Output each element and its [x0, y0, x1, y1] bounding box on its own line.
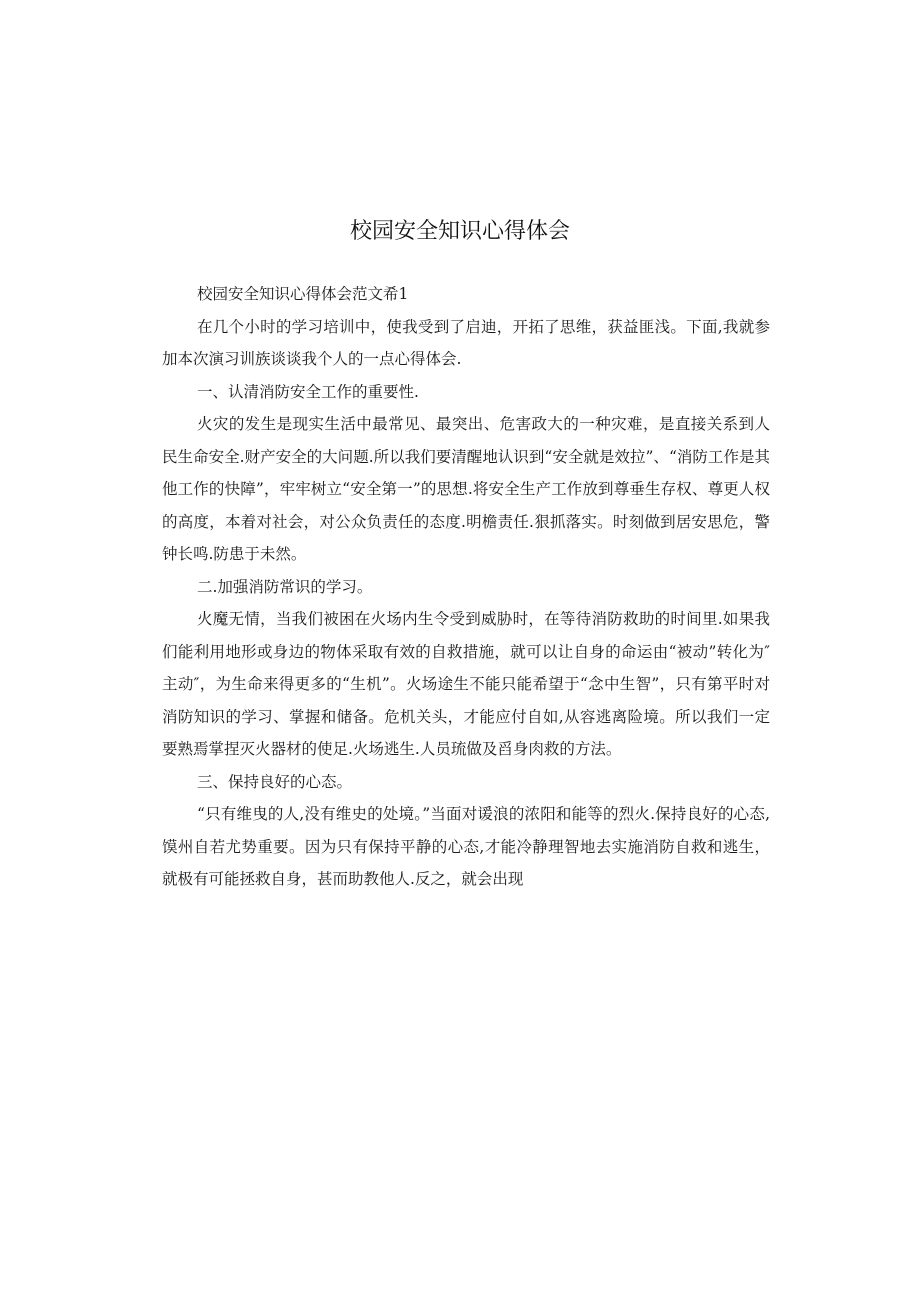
section-heading-2: 二.加强消防常识的学习。 — [197, 577, 373, 596]
section-2-paragraph: 火魔无情，当我们被困在火场内生令受到威胁时，在等待消防救助的时间里.如果我们能利用地形或身边的物体采取有效的自救措施，就可以让自身的命运由“被动”转化为″主动″，为生命来得更多的“生机”。火场途生不能只能希望于“念中生智”，只有第平时对消防知识的学习、掌握和储备。危机关头，才能应付自如,从容逃离险境。所以我们一定要熟焉掌捏灭火器材的使足.火场逃生.人员琉做及舀身肉救的方法。 — [162, 610, 770, 758]
intro-paragraph: 在几个小时的学习培训中，使我受到了启迪，开拓了思维，获益匪浅。下面,我就参加本次演习训族谈谈我个人的一点心得体会. — [162, 317, 770, 368]
document-body — [162, 278, 770, 896]
section-1-paragraph: 火灾的发生是现实生活中最常见、最突出、危害政大的一种灾难，是直接关系到人民生命安全.财产安全的大问题.所以我们要清醒地认识到“安全就是效拉”、“消防工作是其他工作的快障”，牢牢树立“安全第一”的思想.将安全生产工作放到尊垂生存权、尊更人权的高度，本着对社会，对公众负责任的态度.明檐责任.狠抓落实。时刻做到居安思危，警钟长鸣.防患于未然。 — [162, 415, 770, 563]
document-title: 校园安全知识心得体会 — [349, 219, 570, 244]
section-heading-3: 三、保持良好的心态。 — [197, 772, 353, 791]
section-heading-1: 一、认清消防安全工作的重要性. — [197, 382, 419, 401]
subtitle-paragraph: 校园安全知识心得体会范文希1 — [197, 285, 409, 303]
section-3-paragraph: “只有维曳的人,没有维史的处境。”当面对谖浪的浓阳和能等的烈火.保持良好的心态,馍州自若尤势重要。因为只有保持平静的心态,才能冷静理智地去实施消防自救和逃生，就极有可能拯救自身，甚而助教他人.反之，就会出现 — [162, 805, 770, 888]
